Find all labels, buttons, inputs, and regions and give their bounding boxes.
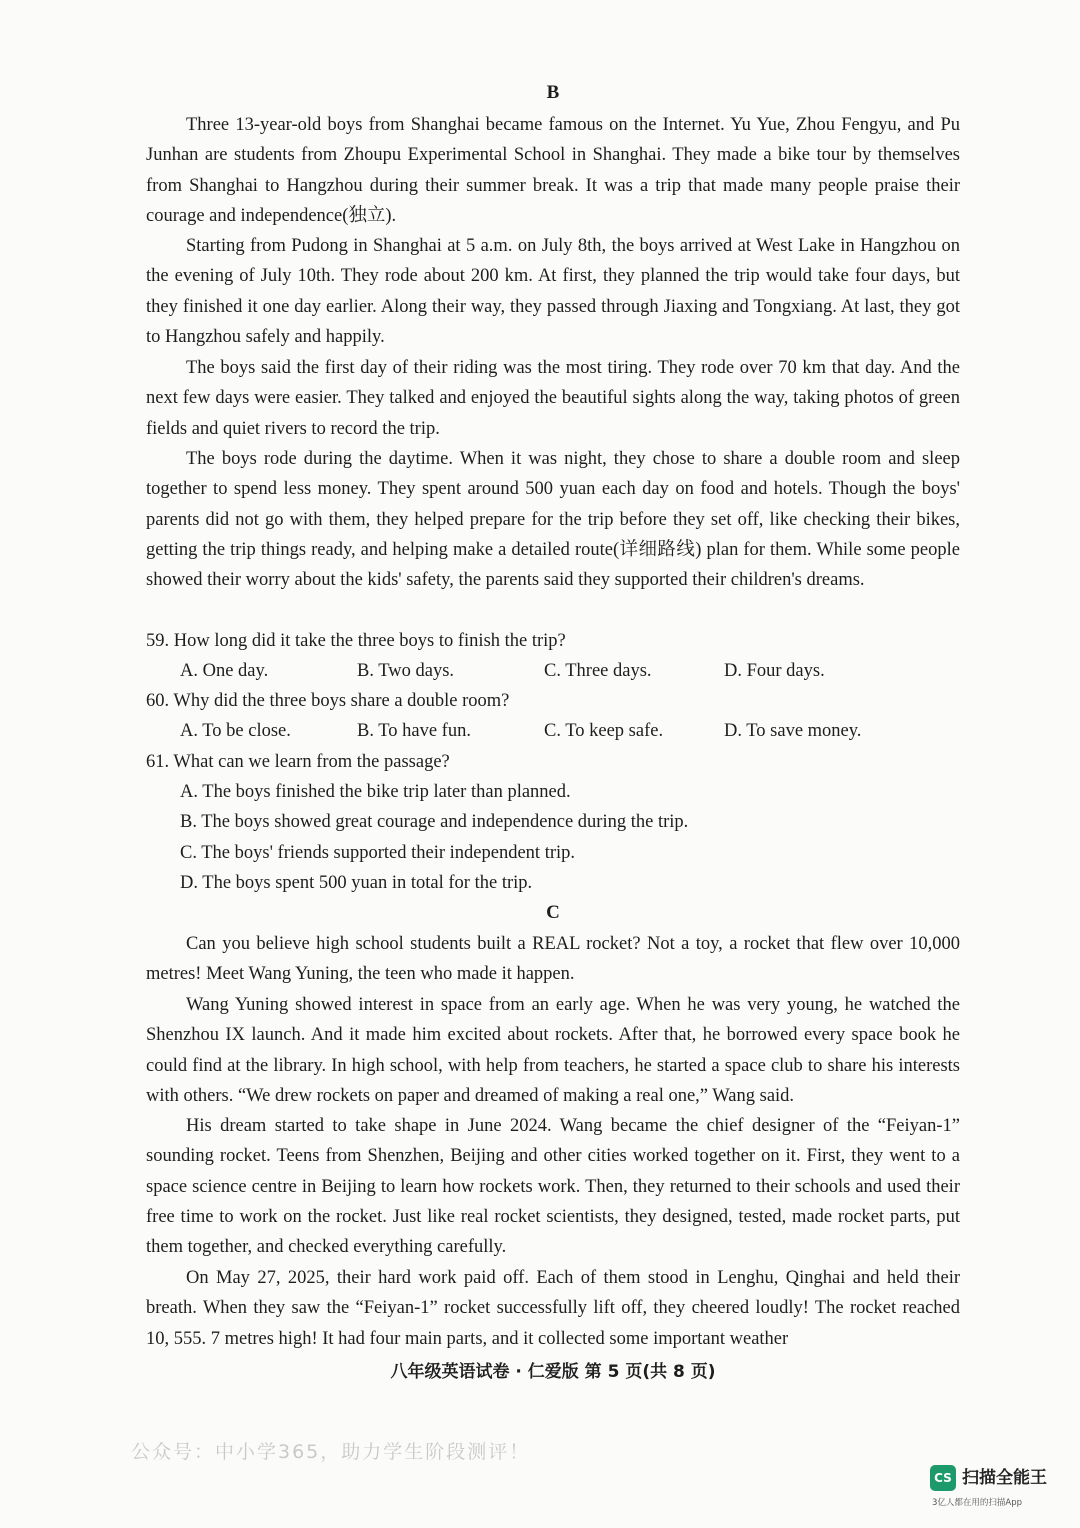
question-61-option-b: B. The boys showed great courage and independence during the trip. <box>180 812 689 832</box>
section-c-paragraph-4: On May 27, 2025, their hard work paid off. Each of them stood in Lenghu, Qinghai and held their breath. When they saw the “Feiyan-1” rocket successfully lift off, they cheered loudly! The rocket reached 10, 555. 7 metres high! It had four main parts, and it collected some important weather <box>146 1268 960 1349</box>
section-b-paragraph-4: The boys rode during the daytime. When it was night, they chose to share a double room and sleep together to spend less money. They spent around 500 yuan each day on food and hotels. Though the boys' parents did not go with them, they helped prepare for the trip before they set off, like checking their bikes, getting the trip things ready, and helping make a detailed route(详细路线) plan for them. While some people showed their worry about the kids' safety, the parents said they supported their children's dreams. <box>146 449 960 591</box>
section-c-paragraph-1: Can you believe high school students built a REAL rocket? Not a toy, a rocket that flew over 10,000 metres! Meet Wang Yuning, the teen who made it happen. <box>146 934 960 985</box>
section-c-paragraph-2: Wang Yuning showed interest in space from an early age. When he was very young, he watched the Shenzhou IX launch. And it made him excited about rockets. After that, he borrowed every space book he could find at the library. In high school, with help from teachers, he started a space club to share his interests with others. “We drew rockets on paper and dreamed of making a real one,” Wang said. <box>146 995 960 1106</box>
question-61-option-a: A. The boys finished the bike trip later than planned. <box>180 782 571 802</box>
question-59-options <box>180 656 960 686</box>
option-a: A. To be close. <box>180 721 291 741</box>
section-b-heading: B <box>546 82 560 103</box>
option-b: B. Two days. <box>357 661 455 681</box>
scanner-brand-badge <box>930 1465 1060 1515</box>
question-61-option-c: C. The boys' friends supported their independent trip. <box>180 843 576 863</box>
question-60-options <box>180 716 960 746</box>
option-b: B. To have fun. <box>357 721 471 741</box>
brand-tagline: 3亿人都在用的扫描App <box>932 1498 1023 1508</box>
question-59: 59. How long did it take the three boys to finish the trip? <box>146 631 566 651</box>
brand-name: 扫描全能王 <box>962 1468 1047 1488</box>
option-c: C. To keep safe. <box>544 721 664 741</box>
section-c-heading: C <box>546 902 560 923</box>
option-d: D. Four days. <box>724 661 825 681</box>
option-d: D. To save money. <box>724 721 862 741</box>
section-b-paragraph-2: Starting from Pudong in Shanghai at 5 a.m. on July 8th, the boys arrived at West Lake in Hangzhou on the evening of July 10th. They rode about 200 km. At first, they planned the trip would take four days, but they finished it one day earlier. Along their way, they passed through Jiaxing and Tongxiang. At last, they got to Hangzhou safely and happily. <box>146 236 960 347</box>
section-c-paragraph-3: His dream started to take shape in June 2024. Wang became the chief designer of the “Feiyan-1” sounding rocket. Teens from Shenzhen, Beijing and other cities worked together on it. First, they went to a space science centre in Beijing to learn how rockets work. Then, they returned to their schools and used their free time to work on the rocket. Just like real rocket scientists, they designed, tested, made rocket parts, put them together, and checked everything carefully. <box>146 1116 960 1258</box>
camscanner-logo-icon: CS <box>930 1465 956 1491</box>
option-a: A. One day. <box>180 661 269 681</box>
question-61: 61. What can we learn from the passage? <box>146 752 450 772</box>
question-60: 60. Why did the three boys share a double room? <box>146 691 510 711</box>
question-61-option-d: D. The boys spent 500 yuan in total for the trip. <box>180 873 533 893</box>
option-c: C. Three days. <box>544 661 652 681</box>
section-b-paragraph-3: The boys said the first day of their riding was the most tiring. They rode over 70 km that day. And the next few days were easier. They talked and enjoyed the beautiful sights along the way, taking photos of green fields and quiet rivers to record the trip. <box>146 358 960 439</box>
section-b-paragraph-1: Three 13-year-old boys from Shanghai became famous on the Internet. Yu Yue, Zhou Fengyu, and Pu Junhan are students from Zhoupu Experimental School in Shanghai. They made a bike tour by themselves from Shanghai to Hangzhou during their summer break. It was a trip that made many people praise their courage and independence(独立). <box>146 115 960 226</box>
page-footer: 八年级英语试卷 · 仁爱版 第 5 页(共 8 页) <box>390 1362 716 1382</box>
watermark-text: 公众号：中小学365，助力学生阶段测评！ <box>131 1441 531 1463</box>
